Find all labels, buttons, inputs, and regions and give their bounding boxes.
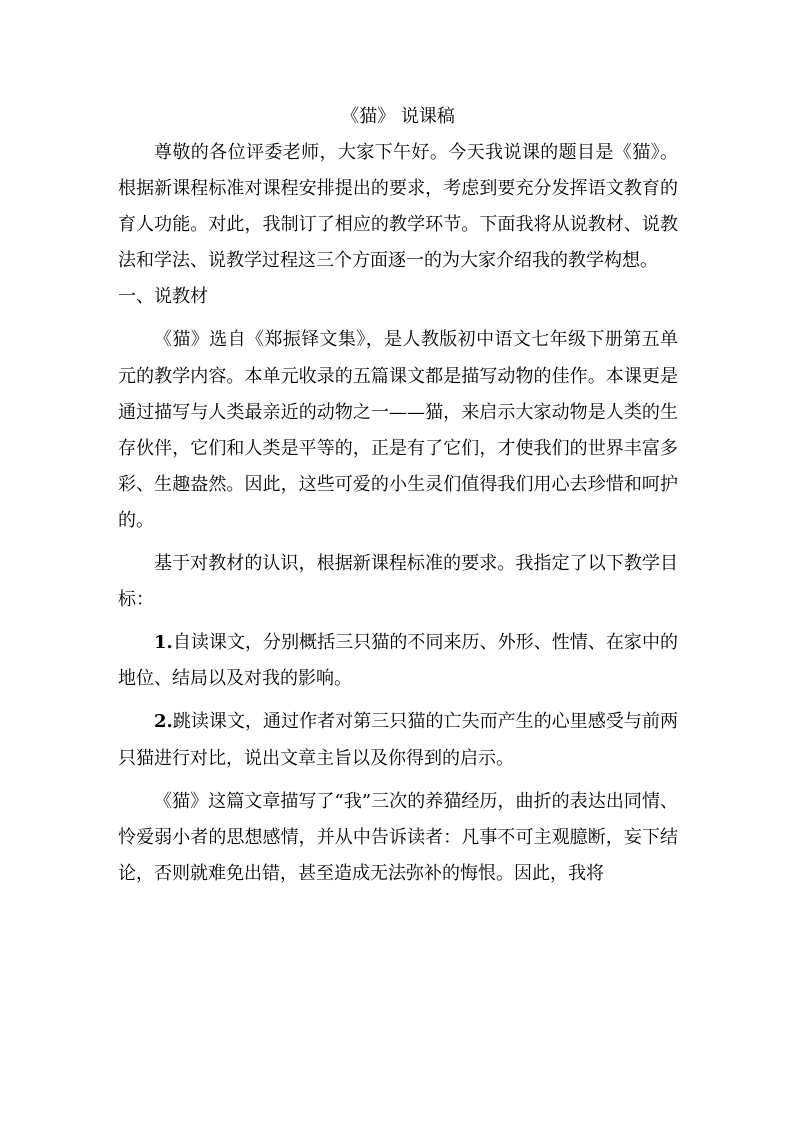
document-body	[118, 99, 678, 892]
intro-paragraph: 尊敬的各位评委老师，大家下午好。今天我说课的题目是《猫》。根据新课程标准对课程安排提出的要求，考虑到要充分发挥语文教育的育人功能。对此，我制订了相应的教学环节。下面我将从说教材、说教法和学法、说教学过程这三个方面逐一的为大家介绍我的教学构想。	[118, 142, 678, 272]
section-heading-textbook: 一、说教材	[118, 286, 208, 308]
goal-text-2: 跳读课文，通过作者对第三只猫的亡失而产生的心里感受与前两只猫进行对比，说出文章主旨以及你得到的启示。	[118, 711, 678, 769]
goal-number-2: 2.	[154, 711, 173, 733]
summary-paragraph: 《猫》这篇文章描写了“我”三次的养猫经历，曲折的表达出同情、怜爱弱小者的思想感情，并从中告诉读者：凡事不可主观臆断，妄下结论，否则就难免出错，甚至造成无法弥补的悔恨。因此，我将	[118, 790, 678, 884]
textbook-paragraph: 《猫》选自《郑振铎文集》，是人教版初中语文七年级下册第五单元的教学内容。本单元收录的五篇课文都是描写动物的佳作。本课更是通过描写与人类最亲近的动物之一——猫，来启示大家动物是人类的生存伙伴，它们和人类是平等的，正是有了它们，才使我们的世界丰富多彩、生趣盎然。因此，这些可爱的小生灵们值得我们用心去珍惜和呵护的。	[118, 329, 678, 531]
goal-item-1	[118, 625, 678, 697]
goal-number-1: 1.	[154, 632, 173, 654]
goals-intro-paragraph: 基于对教材的认识，根据新课程标准的要求。我指定了以下教学目标：	[118, 553, 678, 611]
goal-text-1: 自读课文，分别概括三只猫的不同来历、外形、性情、在家中的地位、结局以及对我的影响。	[118, 632, 678, 690]
goal-item-2	[118, 704, 678, 776]
document-title: 《猫》 说课稿	[341, 106, 455, 127]
